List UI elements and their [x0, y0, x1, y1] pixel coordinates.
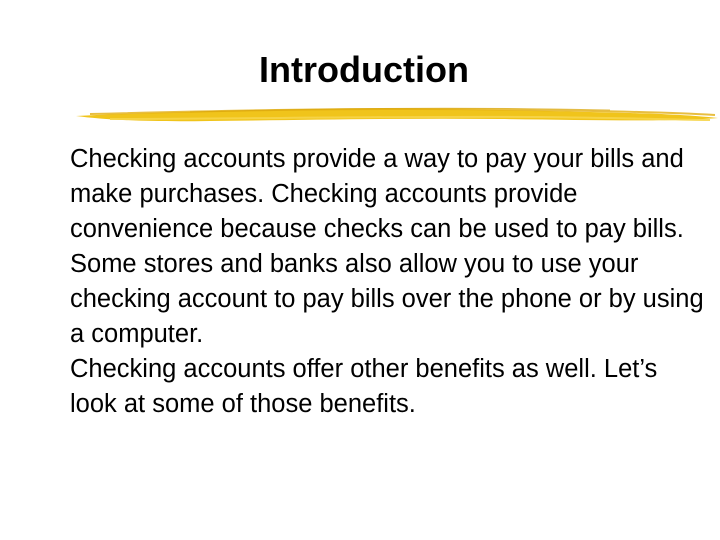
body-paragraph-1: Checking accounts provide a way to pay your bills and make purchases. Checking accounts provide convenience because checks can be used to pay bills. Some stores and banks also allow you to use your checking account to pay bills over the phone or by using a computer. — [70, 145, 704, 348]
slide-body — [70, 142, 710, 422]
title-underline-brushstroke — [70, 98, 720, 134]
body-paragraph-2: Checking accounts offer other benefits as well. Let’s look at some of those benefits. — [70, 355, 658, 418]
slide-title: Introduction — [259, 49, 469, 90]
